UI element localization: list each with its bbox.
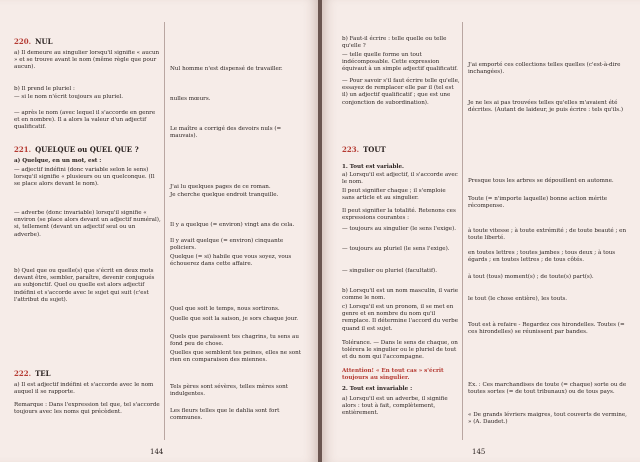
rule-text: 1. Tout est variable. xyxy=(342,164,404,170)
example-text: Nul homme n'est dispensé de travailler. xyxy=(170,66,283,72)
example-text: Toute (= n'importe laquelle) bonne action mérite récompense. xyxy=(468,196,608,210)
rule-text: a) Quelque, en un mot, est : xyxy=(14,158,102,164)
right-page xyxy=(322,0,640,462)
right-example-column xyxy=(468,0,628,462)
rule-text: Il peut signifier la totalité. Retenons ces expressions courantes : xyxy=(342,208,456,222)
example-text: Quelque (= si) habile que vous soyez, vous échouerez dans cette affaire. xyxy=(170,254,292,268)
rule-text: a) Lorsqu'il est un adverbe, il signifie alors : tout à fait, complètement, entièrement. xyxy=(342,396,448,417)
example-text: Tels pères sont sévères, telles mères sont indulgentes. xyxy=(170,384,288,398)
section-223-heading xyxy=(342,146,386,153)
column-divider xyxy=(164,22,165,440)
rule-text: Remarque : Dans l'expression tel que, tel s'accorde toujours avec les noms qui précèdent. xyxy=(14,402,160,416)
rule-text: — Pour savoir s'il faut écrire telle qu'elle, essayez de remplacer elle par il (tel est il) un adjectif qualificatif ; que est une conjonction de subordination). xyxy=(342,78,460,106)
rule-text: b) Lorsqu'il est un nom masculin, il varie comme le nom. xyxy=(342,288,459,302)
rule-text: b) Quel que ou quelle(s) que s'écrit en deux mots devant être, sembler, paraître, devenir conjugués au subjonctif. Quel ou quelle est alors adjectif indéfini et s'accorde avec le sujet qui suit (c'est l'attribut du sujet). xyxy=(14,268,155,303)
example-text: Ex. : Ces marchandises de toute (= chaque) sorte ou de toutes sortes (= de tout tribunaux) ou de tous pays. xyxy=(468,382,627,396)
attention-note: Attention! « En tout cas » s'écrit toujours au singulier. xyxy=(342,368,444,382)
section-220-heading xyxy=(14,38,53,45)
example-text: Je cherche quelque endroit tranquille. xyxy=(170,192,279,198)
rule-text: a) Il demeure au singulier lorsqu'il signifie « aucun » et se trouve avant le nom (même règle que pour aucun). xyxy=(14,50,160,71)
page-number: 144 xyxy=(150,448,164,456)
example-text: Je ne les ai pas trouvées telles qu'elles m'avaient été décrites. (Autant de laideur, je puis écrire : tels qu'ils.) xyxy=(468,100,624,114)
rule-text: — toujours au pluriel (le sens l'exige). xyxy=(342,246,450,252)
example-text: nulles mœurs. xyxy=(170,96,211,102)
section-221-heading xyxy=(14,146,139,153)
rule-text: — telle quelle forme un tout indécomposable. Cette expression équivaut à un simple adjectif qualificatif. xyxy=(342,52,458,73)
example-text: Tout est à refaire - Regardez ces hirondelles. Toutes (= ces hirondelles) se réunissent par bandes. xyxy=(468,322,625,336)
section-number: 223. xyxy=(342,145,360,154)
page-number: 145 xyxy=(472,448,486,456)
section-title: TEL xyxy=(35,369,51,378)
section-number: 222. xyxy=(14,369,32,378)
rule-text: b) Il prend le pluriel : xyxy=(14,86,75,92)
example-text: Le maître a corrigé des devoirs nuls (= mauvais). xyxy=(170,126,282,140)
rule-text: — si le nom n'écrit toujours au pluriel. xyxy=(14,94,124,100)
section-number: 220. xyxy=(14,37,32,46)
example-text: Il y avait quelque (= environ) cinquante policiers. xyxy=(170,238,284,252)
rule-text: Il peut signifier chaque ; il s'emploie sans article et au singulier. xyxy=(342,188,446,202)
example-text: le tout (le chose entière), les touts. xyxy=(468,296,568,302)
rule-text: — après le nom (avec lequel il s'accorde en genre et en nombre). Il a alors la valeur d'un adjectif qualificatif. xyxy=(14,110,156,131)
example-text: Quelle que soit la saison, je sors chaque jour. xyxy=(170,316,299,322)
example-text: J'ai emporté ces collections telles quelles (c'est-à-dire inchangées). xyxy=(468,62,621,76)
rule-text: — adjectif indéfini (donc variable selon le sens) lorsqu'il signifie « plusieurs ou un quelconque. (Il se place alors devant le nom). xyxy=(14,167,155,188)
section-title: TOUT xyxy=(363,145,386,154)
rule-text: 2. Tout est invariable : xyxy=(342,386,413,392)
example-text: Les fleurs telles que le dahlia sont fort communes. xyxy=(170,408,280,422)
right-main-column xyxy=(342,0,460,462)
left-example-column xyxy=(170,0,308,462)
example-text: Presque tous les arbres se dépouillent en automne. xyxy=(468,178,614,184)
example-text: « De grands lévriers maigres, tout couverts de vermine, » (A. Daudet.) xyxy=(468,412,627,426)
rule-text: — toujours au singulier (le sens l'exige). xyxy=(342,226,457,232)
example-text: Quel que soit le temps, nous sortirons. xyxy=(170,306,280,312)
rule-text: c) Lorsqu'il est un pronom, il se met en genre et en nombre du nom qu'il remplace. Il détermine l'accord du verbe quand il est sujet. xyxy=(342,304,459,332)
section-number: 221. xyxy=(14,145,32,154)
column-divider xyxy=(462,22,463,440)
left-main-column xyxy=(14,0,162,462)
example-text: Quels que paraissent tes chagrins, tu sens au fond peu de chose. xyxy=(170,334,299,348)
rule-text: a) Il est adjectif indéfini et s'accorde avec le nom auquel il se rapporte. xyxy=(14,382,154,396)
section-222-heading xyxy=(14,370,51,377)
section-title: QUELQUE ou QUEL QUE ? xyxy=(35,145,139,154)
example-text: en toutes lettres ; toutes jambes ; tous deux ; à tous égards ; en toutes lettres ; de tous côtés. xyxy=(468,250,616,264)
left-page xyxy=(0,0,318,462)
rule-text: — adverbe (donc invariable) lorsqu'il signifie « environ (se place alors devant un adjectif numéral), si, tellement (devant un adjectif seul ou un adverbe). xyxy=(14,210,161,238)
rule-text: b) Faut-il écrire : telle quelle ou telle qu'elle ? xyxy=(342,36,447,50)
example-text: J'ai lu quelques pages de ce roman. xyxy=(170,184,271,190)
example-text: Quelles que semblent tes peines, elles ne sont rien en comparaison des miennes. xyxy=(170,350,301,364)
section-title: NUL xyxy=(35,37,53,46)
tolerance-note: Tolérance. — Dans le sens de chaque, on tolérera le singulier ou le pluriel de tout et du nom qui l'accompagne. xyxy=(342,340,458,361)
example-text: Il y a quelque (= environ) vingt ans de cela. xyxy=(170,222,295,228)
example-text: à toute vitesse ; à toute extrémité ; de toute beauté ; en toute liberté. xyxy=(468,228,627,242)
rule-text: a) Lorsqu'il est adjectif, il s'accorde avec le nom. xyxy=(342,172,458,186)
rule-text: — singulier ou pluriel (facultatif). xyxy=(342,268,437,274)
example-text: à tout (tous) moment(s) ; de toute(s) part(s). xyxy=(468,274,594,280)
